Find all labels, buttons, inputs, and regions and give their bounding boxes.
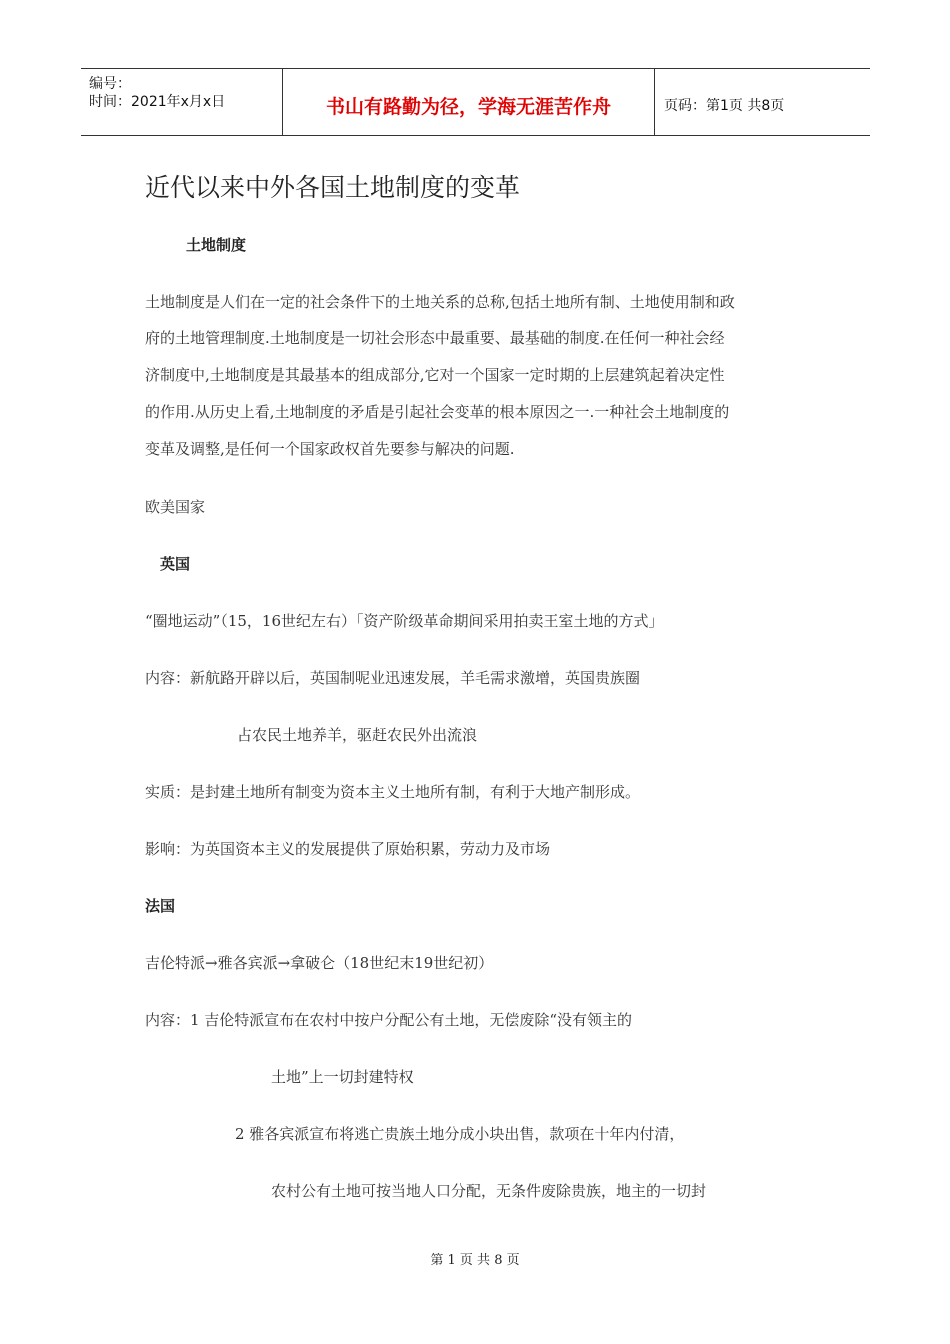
england-essence: 实质：是封建土地所有制变为资本主义土地所有制，有利于大地产制形成。 (145, 783, 641, 801)
france-content-line: 土地”上一切封建特权 (271, 1068, 414, 1086)
paragraph-line: 土地制度是人们在一定的社会条件下的土地关系的总称,包括土地所有制、土地使用制和政 (145, 293, 735, 311)
section-heading-land-system: 土地制度 (186, 236, 247, 254)
region-heading-western: 欧美国家 (145, 498, 206, 516)
paragraph-line: 的作用.从历史上看,土地制度的矛盾是引起社会变革的根本原因之一.一种社会土地制度的 (145, 403, 730, 421)
section-heading-england: 英国 (160, 555, 191, 573)
england-impact: 影响：为英国资本主义的发展提供了原始积累，劳动力及市场 (145, 840, 551, 858)
document-header (81, 68, 870, 136)
header-motto: 书山有路勤为径，学海无涯苦作舟 (325, 96, 611, 118)
paragraph-line: 府的土地管理制度.土地制度是一切社会形态中最重要、最基础的制度.在任何一种社会经 (145, 329, 725, 347)
header-motto-cell (282, 69, 655, 135)
france-content-line: 内容：1 吉伦特派宣布在农村中按户分配公有土地，无偿废除“没有领主的 (145, 1011, 632, 1029)
header-page-info: 页码：第1页 共8页 (664, 98, 785, 114)
paragraph-line: 济制度中,土地制度是其最基本的组成部分,它对一个国家一定时期的上层建筑起着决定性 (145, 366, 725, 384)
england-content-line: 内容：新航路开辟以后，英国制呢业迅速发展，羊毛需求激增，英国贵族圈 (145, 669, 641, 687)
page-footer: 第 1 页 共 8 页 (430, 1253, 520, 1268)
england-movement: “圈地运动”（15，16世纪左右）「资产阶级革命期间采用拍卖王室土地的方式」 (145, 612, 664, 630)
document-number-label: 编号： (89, 76, 131, 92)
france-content-line: 2 雅各宾派宣布将逃亡贵族土地分成小块出售，款项在十年内付清， (235, 1125, 685, 1143)
document-date: 时间：2021年x月x日 (89, 94, 226, 110)
section-heading-france: 法国 (145, 897, 176, 915)
document-title: 近代以来中外各国土地制度的变革 (145, 173, 521, 202)
header-page-cell (655, 69, 870, 135)
header-meta-cell (81, 69, 282, 135)
france-content-line: 农村公有土地可按当地人口分配，无条件废除贵族，地主的一切封 (271, 1182, 707, 1200)
france-periods: 吉伦特派→雅各宾派→拿破仑（18世纪末19世纪初） (145, 954, 494, 972)
england-content-line: 占农民土地养羊，驱赶农民外出流浪 (237, 726, 478, 744)
paragraph-line: 变革及调整,是任何一个国家政权首先要参与解决的问题. (145, 440, 515, 458)
